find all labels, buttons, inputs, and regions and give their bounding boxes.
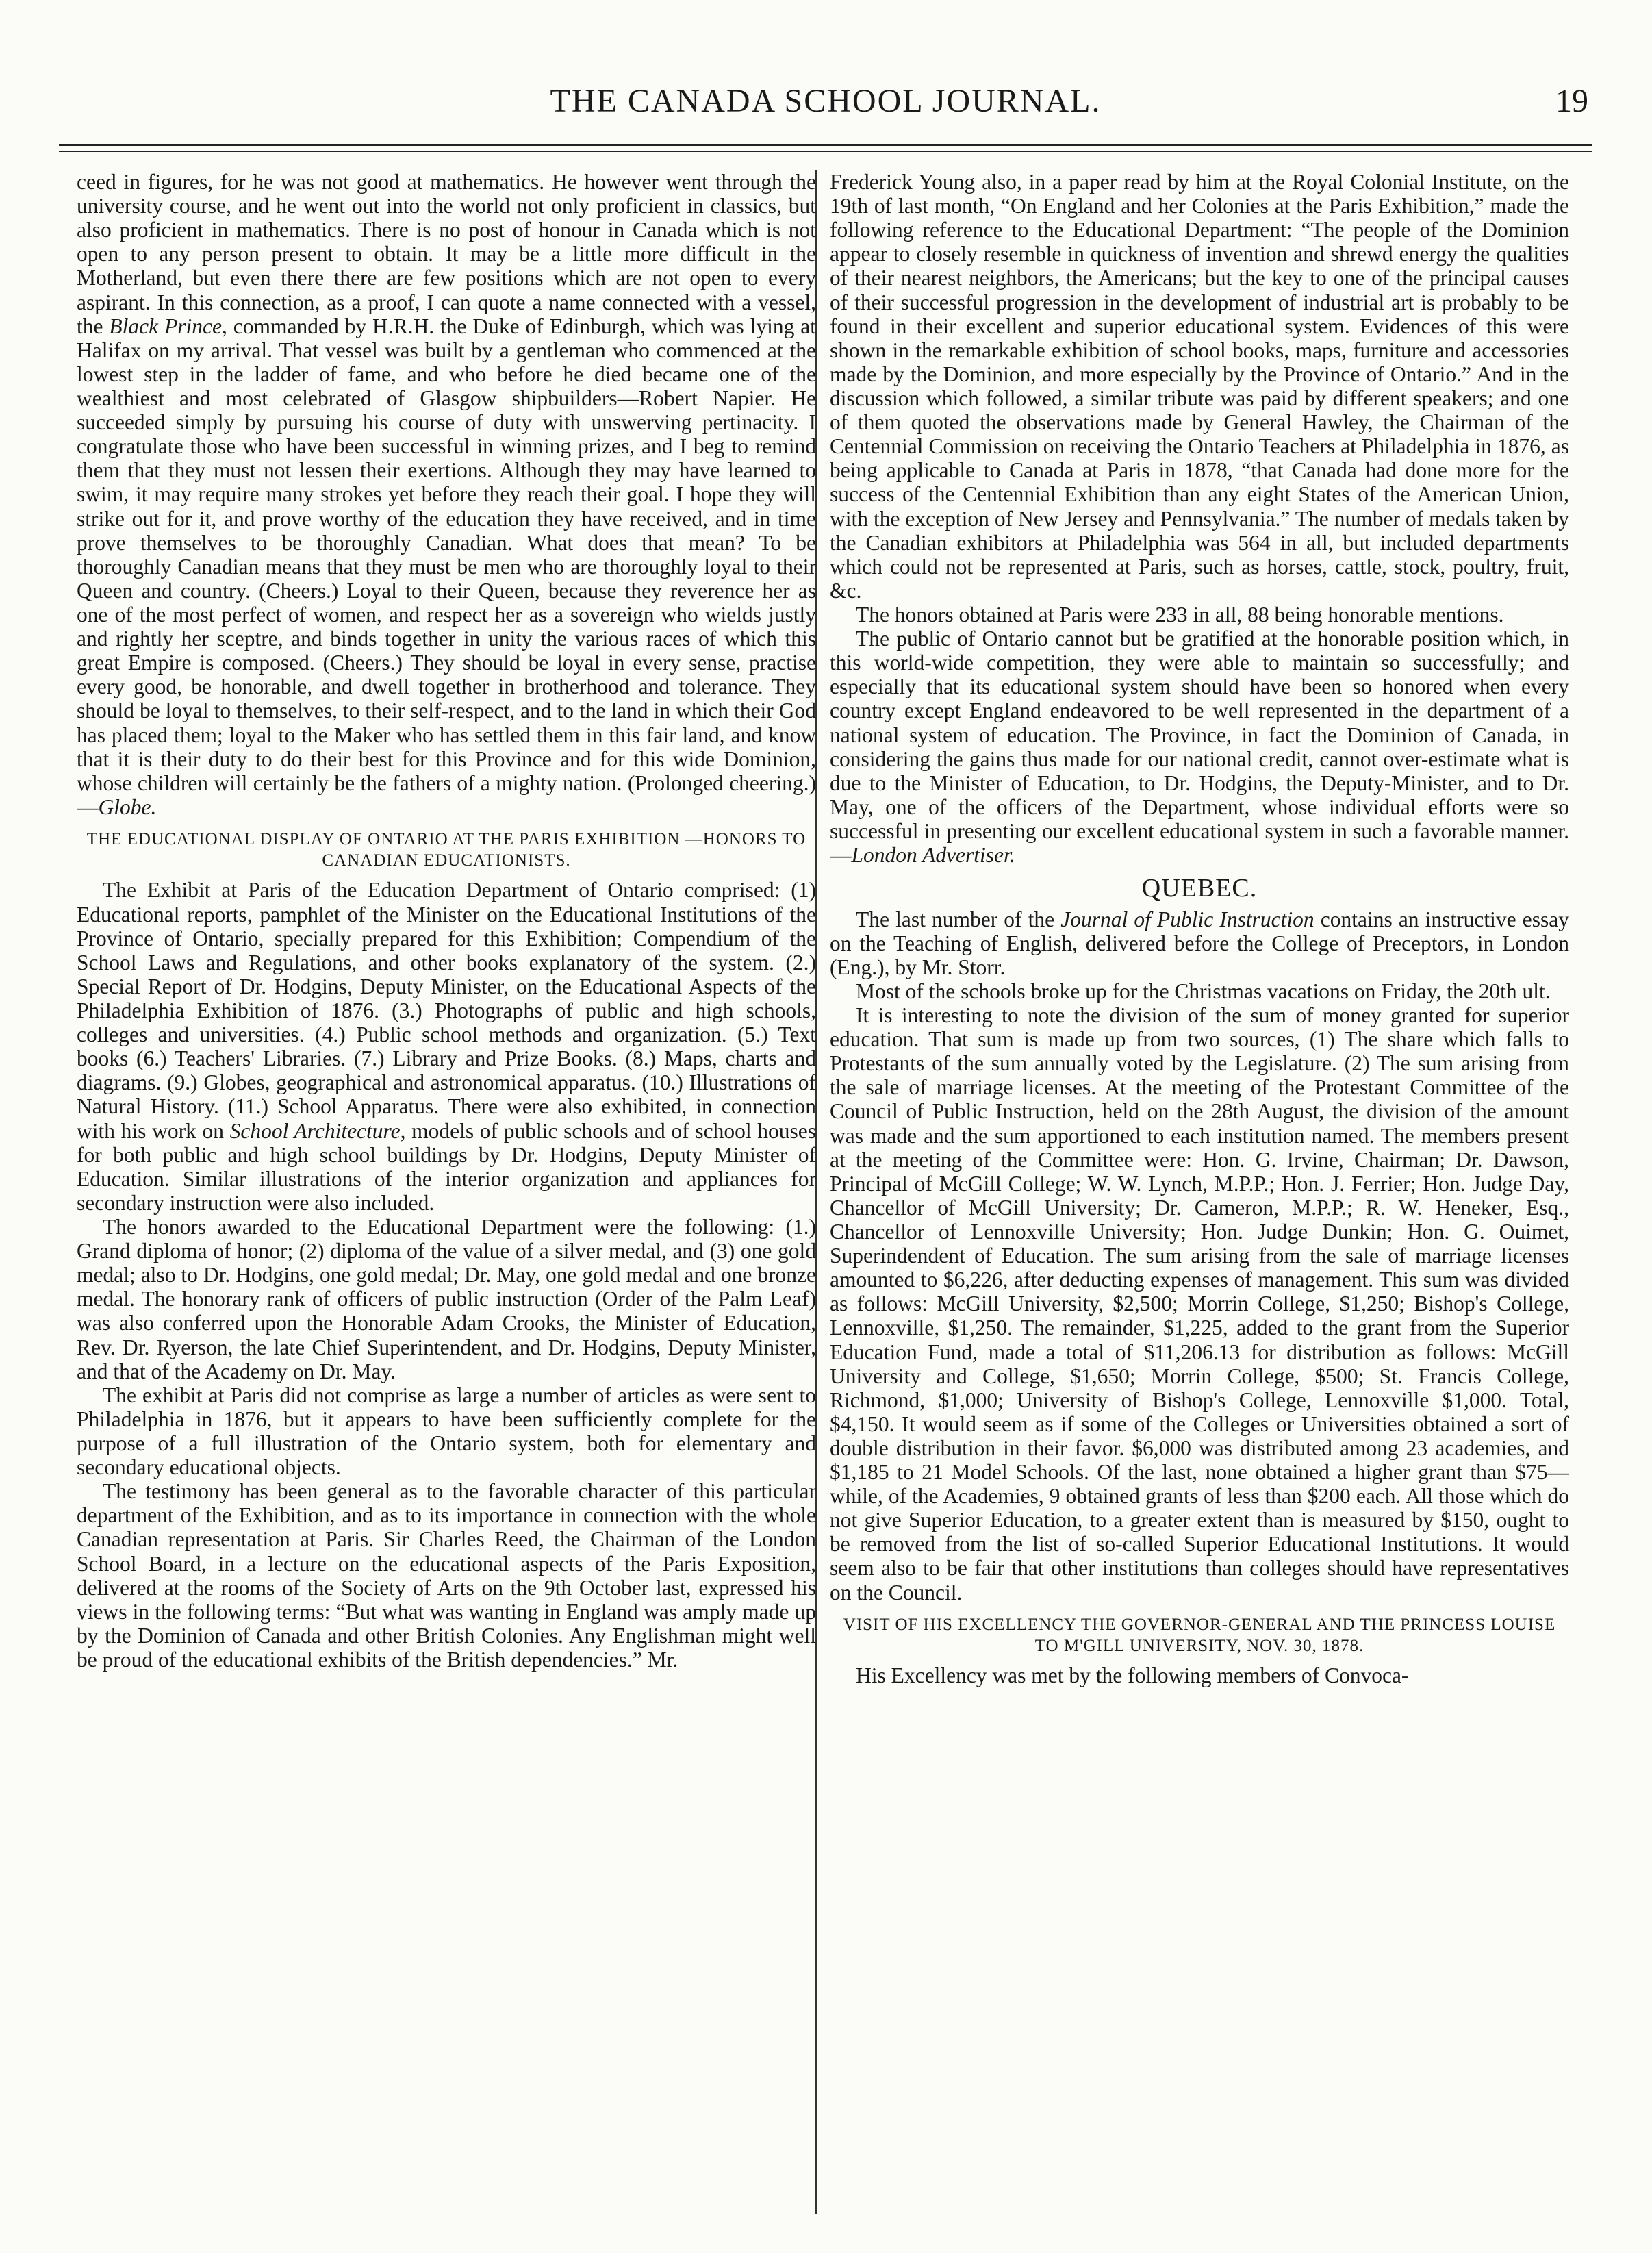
journal-title: THE CANADA SCHOOL JOURNAL. (550, 83, 1102, 119)
paragraph: The honors obtained at Paris were 233 in all, 88 being honorable mentions. (856, 602, 1504, 627)
left-column (77, 170, 816, 2217)
paragraph: The honors awarded to the Educational Department were the following: (1.) Grand diploma of honor; (2) diploma of the value of a silver medal, and (3) one gold medal; also to Dr. Hodgins, one gold medal; Dr. May, one gold medal and one bronze medal. The honorary rank of officers of public instruction (Order of the Palm Leaf) was also conferred upon the Honorable Adam Crooks, the Minister of Education, Rev. Dr. Ryerson, the late Chief Superintendent, and Dr. Hodgins, Deputy Minister, and that of the Academy on Dr. May. (77, 1214, 816, 1383)
text-run: , models of public schools and of school houses for both public and high school buildings by Dr. Hodgins, Deputy Minister of Education. Similar illustrations of the interior organization and appliances for secondary instruction were also included. (77, 1118, 816, 1215)
paragraph (77, 170, 816, 819)
section-heading-paris-exhibition: THE EDUCATIONAL DISPLAY OF ONTARIO AT THE PARIS EXHIBITION —HONORS TO CANADIAN EDUCATIONISTS. (86, 829, 806, 870)
text-run: contains an instructive essay on the Teaching of English, delivered before the College of Preceptors, in London (Eng.), by Mr. Storr. (830, 907, 1569, 979)
source-credit: London Advertiser. (851, 843, 1015, 868)
right-column (830, 170, 1569, 2217)
running-head (59, 82, 1592, 137)
header-rule (59, 144, 1592, 146)
paragraph: The testimony has been general as to the favorable character of this particular department of the Exhibition, and as to its importance in connection with the whole Canadian representation at Paris. Sir Charles Reed, the Chairman of the London School Board, in a lecture on the educational aspects of the Paris Exposition, delivered at the rooms of the Society of Arts on the 9th October last, expressed his views in the following terms: “But what was wanting in England was amply made up by the Dominion of Canada and other British Colonies. Any Englishman might well be proud of the educational exhibits of the British dependencies.” Mr. (77, 1479, 816, 1672)
paragraph: His Excellency was met by the following members of Convoca- (856, 1663, 1409, 1688)
paragraph (830, 907, 1569, 979)
text-run: The Exhibit at Paris of the Education Department of Ontario comprised: (1) Educational reports, pamphlet of the Minister on the Educational Institutions of the Province of Ontario, specially prepared for this Exhibition; Compendium of the School Laws and Regulations, and other books explanatory of the system. (2.) Special Report of Dr. Hodgins, Deputy Minister, on the Educational Aspects of the Philadelphia Exhibition of 1876. (3.) Photographs of public and high schools, colleges and universities. (4.) Public school methods and organization. (5.) Text books (6.) Teachers' Libraries. (7.) Library and Prize Books. (8.) Maps, charts and diagrams. (9.) Globes, geographical and astronomical apparatus. (10.) Illustrations of Natural History. (11.) School Apparatus. There were also exhibited, in connection with his work on (77, 878, 816, 1143)
paragraph: It is interesting to note the division of the sum of money granted for superior education. That sum is made up from two sources, (1) The share which falls to Protestants of the sum annually voted by the Legislature. (2) The sum arising from the sale of marriage licenses. At the meeting of the Protestant Committee of the Council of Public Instruction, held on the 28th August, the division of the amount was made and the sum apportioned to each institution named. The members present at the meeting of the Committee were: Hon. G. Irvine, Chairman; Dr. Dawson, Principal of McGill College; W. W. Lynch, M.P.P.; Hon. J. Ferrier; Hon. Judge Day, Chancellor of McGill University; Dr. Cameron, M.P.P.; R. W. Heneker, Esq., Chancellor of Lennoxville University; Hon. Judge Dunkin; Hon. G. Ouimet, Superindendent of Education. The sum arising from the sale of marriage licenses amounted to $6,226, after deducting expenses of management. This sum was divided as follows: McGill University, $2,500; Morrin College, $1,250; Bishop's College, Lennoxville, $1,250. The remainder, $1,225, added to the grant from the Superior Education Fund, made a total of $11,206.13 for distribution as follows: McGill University and College, $1,650; Morrin College, $500; St. Francis College, Richmond, $1,000; University of Bishop's College, Lennoxville $1,000. Total, $4,150. It would seem as if some of the Colleges or Universities obtained a sort of double distribution in their favor. $6,000 was distributed among 23 academies, and $1,185 to 21 Model Schools. Of the last, none obtained a higher grant than $75—while, of the Academies, 9 obtained grants of less than $200 each. All those which do not give Superior Education, to a greater extent than is measured by $150, ought to be removed from the list of so-called Superior Educational Institutions. It would seem also to be fair that other institutions than colleges should have representatives on the Council. (830, 1003, 1569, 1604)
text-run: The last number of the (856, 907, 1061, 931)
source-credit: Globe. (98, 794, 157, 819)
italic-text: Black Prince (109, 314, 222, 338)
section-heading-visit: VISIT OF HIS EXCELLENCY THE GOVERNOR-GENERAL AND THE PRINCESS LOUISE TO M'GILL UNIVERSITY, NOV. 30, 1878. (843, 1615, 1556, 1655)
italic-text: School Architecture (229, 1118, 401, 1143)
italic-text: Journal of Public Instruction (1060, 907, 1314, 931)
paragraph: Most of the schools broke up for the Christmas vacations on Friday, the 20th ult. (856, 979, 1551, 1003)
paragraph (77, 878, 816, 1215)
text-run: , commanded by H.R.H. the Duke of Edinburgh, which was lying at Halifax on my arrival. That vessel was built by a gentleman who commenced at the lowest step in the ladder of fame, and who before he died became one of the wealthiest and most celebrated of Glasgow shipbuilders—Robert Napier. He succeeded simply by pursuing his course of duty with unswerving pertinacity. I congratulate those who have been successful in winning prizes, and I beg to remind them that they must not lessen their exertions. Although they may have learned to swim, it may require many strokes yet before they reach their goal. I hope they will strike out for it, and prove worthy of the education they have received, and in time prove themselves to be thoroughly Canadian. What does that mean? To be thoroughly Canadian means that they must be men who are thoroughly loyal to their Queen and country. (Cheers.) Loyal to their Queen, because they reverence her as one of the most perfect of women, and respect her as a sovereign who wields justly and rightly her sceptre, and binds together in unity the various races of which this great Empire is composed. (Cheers.) They should be loyal in every sense, practise every good, be honorable, and dwell together in brotherhood and tolerance. They should be loyal to themselves, to their self-respect, and to the land in which their God has placed them; loyal to the Maker who has settled them in this fair land, and know that it is their duty to do their best for this Province and for this wide Dominion, whose children will certainly be the fathers of a mighty nation. (Prolonged cheering.)— (77, 314, 816, 819)
paragraph (830, 627, 1569, 867)
text-run: The public of Ontario cannot but be gratified at the honorable position which, in this world-wide competition, they were able to maintain so successfully; and especially that its educational system should have been so honored when every country except England endeavored to be well represented in the department of a national system of education. The Province, in fact the Dominion of Canada, in considering the gains thus made for our national credit, cannot over-estimate what is due to the Minister of Education, to Dr. Hodgins, the Deputy-Minister, and to Dr. May, one of the officers of the Department, whose individual efforts were so successful in presenting our excellent educational system in such a favorable manner.— (830, 627, 1569, 868)
paragraph: Frederick Young also, in a paper read by him at the Royal Colonial Institute, on the 19th of last month, “On England and her Colonies at the Paris Exhibition,” made the following reference to the Educational Department: “The people of the Dominion appear to closely resemble in quickness of invention and shrewd energy the qualities of their nearest neighbors, the Americans; but the key to one of the principal causes of their successful progression in the development of industrial art is probably to be found in their excellent and superior educational system. Evidences of this were shown in the remarkable exhibition of school books, maps, furniture and accessories made by the Dominion, and more especially by the Province of Ontario.” And in the discussion which followed, a similar tribute was paid by different speakers; and one of them quoted the observations made by General Hawley, the Chairman of the Centennial Commission on receiving the Ontario Teachers at Philadelphia in 1876, as being applicable to Canada at Paris in 1878, “that Canada had done more for the success of the Centennial Exhibition than any eight States of the American Union, with the exception of New Jersey and Pennsylvania.” The number of medals taken by the Canadian exhibitors at Philadelphia was 564 in all, but included departments which could not be represented at Paris, such as horses, cattle, stock, poultry, fruit, &c. (830, 170, 1569, 603)
page-number: 19 (1555, 83, 1588, 119)
header-rule-thin (59, 151, 1592, 152)
section-heading-quebec: QUEBEC. (1141, 874, 1258, 903)
paragraph: The exhibit at Paris did not comprise as large a number of articles as were sent to Philadelphia in 1876, but it appears to have been sufficiently complete for the purpose of a full illustration of the Ontario system, both for elementary and secondary educational objects. (77, 1383, 816, 1480)
text-run: ceed in figures, for he was not good at mathematics. He however went through the university course, and he went out into the world not only proficient in classics, but also proficient in mathematics. There is no post of honour in Canada which is not open to any person present to obtain. It may be a little more difficult in the Motherland, but even there there are few positions which are not open to every aspirant. In this connection, as a proof, I can quote a name connected with a vessel, the (77, 170, 816, 338)
